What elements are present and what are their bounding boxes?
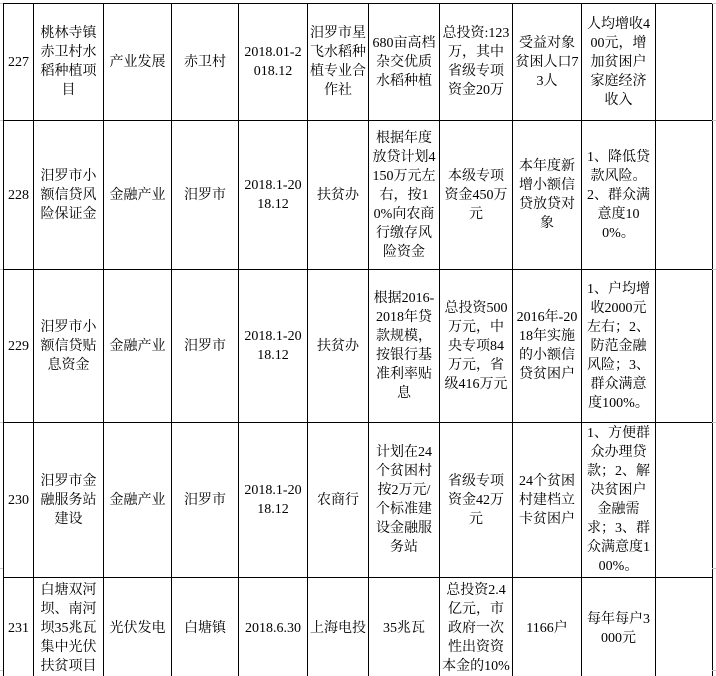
cell-project-name: 汨罗市金融服务站建设: [34, 423, 104, 578]
cell-investment: 总投资:123万，其中省级专项资金20万: [440, 4, 513, 121]
cell-beneficiaries: 2016年-2018年实施的小额信贷贫困户: [513, 270, 582, 423]
cell-implementing-unit: 扶贫办: [308, 121, 369, 270]
gridline-stub: [712, 670, 716, 671]
cell-row-number: 231: [4, 578, 34, 676]
gridline-stub: [0, 422, 3, 423]
cell-row-number: 228: [4, 121, 34, 270]
cell-blank: [656, 4, 713, 121]
cell-project-content: 35兆瓦: [369, 578, 440, 676]
gridline-stub: [712, 568, 716, 569]
cell-project-content: 根据2016-2018年贷款规模，按银行基准利率贴息: [369, 270, 440, 423]
cell-implementing-unit: 汨罗市星飞水稻种植专业合作社: [308, 4, 369, 121]
gridline-stub: [0, 120, 3, 121]
table-row: [4, 270, 713, 423]
gridline-stub: [712, 3, 716, 4]
gridline-stub: [712, 120, 716, 121]
cell-project-content: 680亩高档杂交优质水稻种植: [369, 4, 440, 121]
cell-industry-type: 产业发展: [104, 4, 172, 121]
cell-investment: 省级专项资金42万元: [440, 423, 513, 578]
cell-project-content: 计划在24个贫困村按2万元/个标准建设金融服务站: [369, 423, 440, 578]
gridline-stub: [712, 422, 716, 423]
cell-location: 白塘镇: [172, 578, 239, 676]
cell-beneficiaries: 24个贫困村建档立卡贫困户: [513, 423, 582, 578]
cell-location: 汨罗市: [172, 121, 239, 270]
projects-table: [3, 3, 713, 676]
gridline-stub: [712, 269, 716, 270]
cell-project-name: 汨罗市小额信贷风险保证金: [34, 121, 104, 270]
cell-time-period: 2018.1-2018.12: [239, 270, 308, 423]
table-row: [4, 423, 713, 578]
cell-location: 赤卫村: [172, 4, 239, 121]
cell-implementing-unit: 上海电投: [308, 578, 369, 676]
table-row: [4, 578, 713, 676]
gridline-stub: [0, 3, 3, 4]
cell-beneficiaries: 1166户: [513, 578, 582, 676]
cell-expected-benefit: 1、户均增收2000元左右；2、防范金融风险；3、群众满意度100%。: [582, 270, 656, 423]
gridline-stub: [0, 670, 3, 671]
cell-beneficiaries: 受益对象贫困人口73人: [513, 4, 582, 121]
cell-industry-type: 光伏发电: [104, 578, 172, 676]
cell-location: 汨罗市: [172, 423, 239, 578]
cell-row-number: 227: [4, 4, 34, 121]
cell-industry-type: 金融产业: [104, 270, 172, 423]
cell-industry-type: 金融产业: [104, 121, 172, 270]
cell-project-content: 根据年度放贷计划4150万元左右，按10%向农商行缴存风险资金: [369, 121, 440, 270]
table-row: [4, 121, 713, 270]
cell-expected-benefit: 1、方便群众办理贷款；2、解决贫困户金融需求；3、群众满意度100%。: [582, 423, 656, 578]
cell-blank: [656, 423, 713, 578]
cell-blank: [656, 578, 713, 676]
cell-time-period: 2018.1-2018.12: [239, 423, 308, 578]
cell-implementing-unit: 扶贫办: [308, 270, 369, 423]
cell-beneficiaries: 本年度新增小额信贷放贷对象: [513, 121, 582, 270]
cell-expected-benefit: 1、降低贷款风险。2、群众满意度100%。: [582, 121, 656, 270]
cell-expected-benefit: 每年每户3000元: [582, 578, 656, 676]
cell-investment: 本级专项资金450万元: [440, 121, 513, 270]
gridline-stub: [0, 269, 3, 270]
cell-time-period: 2018.1-2018.12: [239, 121, 308, 270]
cell-time-period: 2018.01-2018.12: [239, 4, 308, 121]
cell-time-period: 2018.6.30: [239, 578, 308, 676]
table-row: [4, 4, 713, 121]
cell-blank: [656, 121, 713, 270]
cell-implementing-unit: 农商行: [308, 423, 369, 578]
cell-row-number: 230: [4, 423, 34, 578]
gridline-stub: [0, 568, 3, 569]
cell-project-name: 白塘双河坝、南河坝35兆瓦集中光伏扶贫项目: [34, 578, 104, 676]
cell-investment: 总投资2.4亿元，市政府一次性出资资本金的10%: [440, 578, 513, 676]
cell-project-name: 桃林寺镇赤卫村水稻种植项目: [34, 4, 104, 121]
cell-project-name: 汨罗市小额信贷贴息资金: [34, 270, 104, 423]
cell-investment: 总投资500万元，中央专项84万元，省级416万元: [440, 270, 513, 423]
cell-expected-benefit: 人均增收400元，增加贫困户家庭经济收入: [582, 4, 656, 121]
cell-location: 汨罗市: [172, 270, 239, 423]
cell-row-number: 229: [4, 270, 34, 423]
cell-blank: [656, 270, 713, 423]
cell-industry-type: 金融产业: [104, 423, 172, 578]
